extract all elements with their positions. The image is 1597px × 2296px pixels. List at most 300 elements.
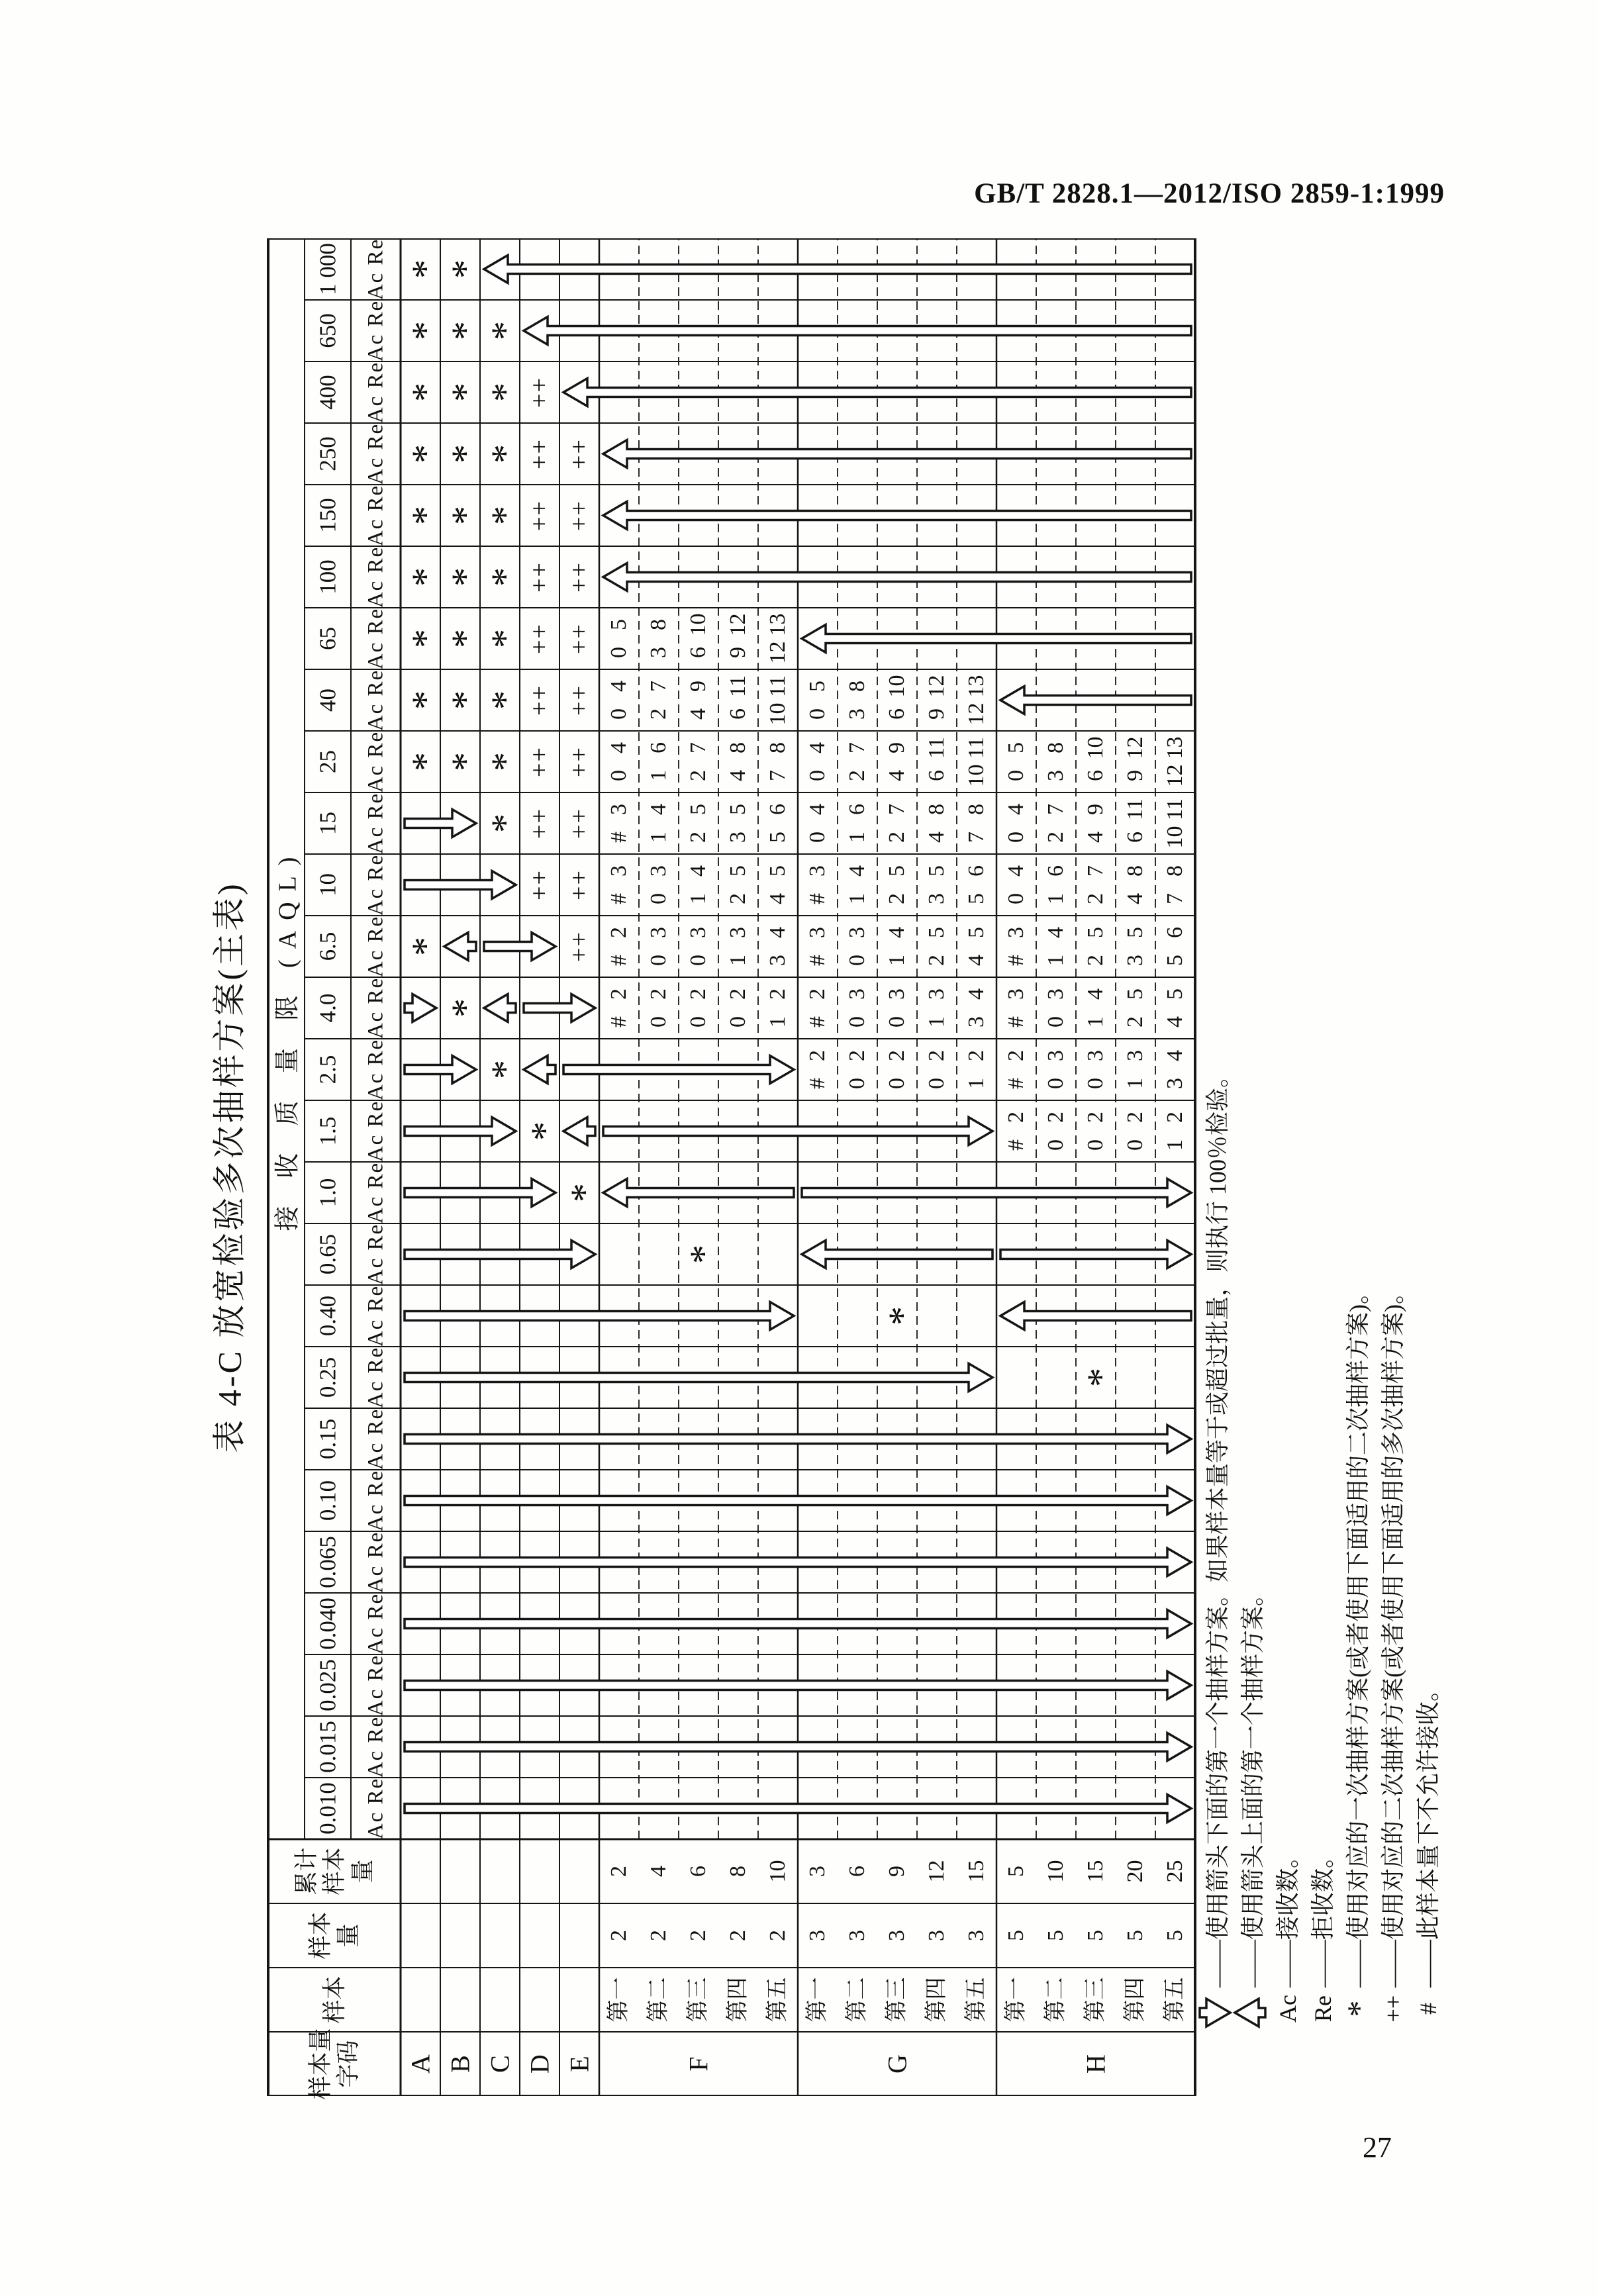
single-plan-star: * [443, 691, 487, 710]
cumulative-size-value: 6 [844, 1866, 869, 1877]
aql-value: 0.40 [315, 1295, 341, 1337]
re-number: 5 [804, 681, 830, 692]
ac-number: 0 [804, 770, 830, 781]
ac-number: 7 [1162, 893, 1187, 904]
ac-number: 3 [963, 1016, 989, 1028]
header-ac-re: Ac Re [363, 1223, 388, 1286]
up-arrow [1000, 687, 1191, 714]
ac-number: 0 [924, 1078, 949, 1089]
single-plan-star: * [483, 752, 526, 771]
ac-number: 2 [685, 770, 710, 781]
re-number: 3 [1003, 988, 1028, 1000]
ac-number: 4 [725, 770, 750, 781]
re-number: 13 [963, 675, 989, 698]
single-plan-star: * [443, 567, 487, 587]
sample-size-value: 3 [804, 1930, 830, 1941]
no-accept-hash: # [1003, 955, 1028, 966]
ac-number: 2 [884, 832, 909, 843]
re-number: 2 [963, 1050, 989, 1061]
sample-ordinal: 第五 [765, 1977, 790, 2023]
aql-value: 1.5 [315, 1116, 341, 1146]
ac-number: 10 [765, 702, 790, 726]
double-plan-plus: ++ [525, 808, 554, 839]
aql-value: 0.065 [315, 1536, 341, 1588]
standard-code-header: GB/T 2828.1—2012/ISO 2859-1:1999 [974, 178, 1445, 209]
re-number: 11 [725, 675, 750, 697]
aql-value: 2.5 [315, 1055, 341, 1084]
sample-size-value: 2 [685, 1930, 710, 1941]
ac-number: 5 [1162, 955, 1187, 966]
sample-ordinal: 第一 [1003, 1977, 1028, 2023]
aql-value: 4.0 [315, 993, 341, 1023]
single-plan-star: * [880, 1306, 924, 1325]
header-ac-re: Ac Re [363, 1284, 388, 1347]
single-plan-star: * [483, 321, 526, 340]
re-number: 2 [646, 988, 671, 1000]
header-ac-re: Ac Re [363, 1777, 388, 1840]
ac-number: 3 [1162, 1078, 1187, 1089]
single-plan-star: * [403, 260, 447, 279]
ac-number: 0 [1043, 1139, 1068, 1151]
sample-size-value: 3 [844, 1930, 869, 1941]
legend-item [1410, 1678, 1443, 2030]
no-accept-hash: # [804, 955, 830, 966]
cumulative-size-value: 12 [924, 1860, 949, 1883]
re-number: 4 [1003, 804, 1028, 815]
ac-number: 2 [685, 832, 710, 843]
re-number: 7 [844, 742, 869, 753]
double-plan-plus: ++ [565, 931, 593, 962]
ac-number: 0 [606, 647, 631, 658]
double-plan-plus: ++ [525, 685, 554, 716]
ac-number: 4 [1122, 893, 1147, 904]
ac-number: 1 [685, 893, 710, 904]
cumulative-size-value: 2 [606, 1866, 631, 1877]
re-number: 3 [1083, 1050, 1108, 1061]
legend-symbol: Re [1310, 1995, 1336, 2022]
single-plan-star: * [562, 1183, 606, 1202]
ac-number: 1 [844, 893, 869, 904]
legend-item [1234, 1582, 1268, 2030]
double-plan-plus: ++ [565, 685, 593, 716]
sample-size-value: 5 [1003, 1930, 1028, 1941]
page-number: 27 [1363, 2131, 1392, 2164]
ac-number: 4 [1162, 1016, 1187, 1028]
aql-value: 0.15 [315, 1418, 341, 1460]
single-plan-star: * [443, 998, 487, 1018]
re-number: 12 [1122, 736, 1147, 759]
down-arrow [405, 1364, 992, 1392]
down-arrow [405, 1118, 516, 1145]
code-letter: C [485, 2055, 515, 2073]
header-ac-re: Ac Re [363, 607, 388, 670]
cumulative-size-value: 6 [685, 1866, 710, 1877]
re-number: 4 [804, 742, 830, 753]
header-sample: 样本 [320, 1976, 348, 2024]
double-plan-plus: ++ [565, 869, 593, 900]
ac-number: 7 [765, 770, 790, 781]
double-plan-plus: ++ [565, 561, 593, 593]
ac-number: 1 [884, 955, 909, 966]
re-number: 3 [606, 865, 631, 877]
aql-value: 0.65 [315, 1233, 341, 1275]
single-plan-star: * [403, 506, 447, 525]
no-accept-hash: # [1003, 1016, 1028, 1028]
no-accept-hash: # [606, 1016, 631, 1028]
header-ac-re: Ac Re [363, 1469, 388, 1532]
ac-number: 0 [646, 1016, 671, 1028]
double-plan-plus: ++ [525, 377, 554, 408]
ac-number: 2 [1083, 955, 1108, 966]
ac-number: 0 [844, 955, 869, 966]
sample-ordinal: 第二 [844, 1977, 869, 2023]
sample-ordinal: 第四 [924, 1977, 949, 2023]
legend-item [1375, 1280, 1408, 2030]
re-number: 4 [844, 865, 869, 877]
double-plan-plus: ++ [565, 438, 593, 469]
up-arrow [603, 1179, 794, 1207]
cumulative-size-value: 25 [1162, 1860, 1187, 1883]
cumulative-size-value: 20 [1122, 1860, 1147, 1883]
ac-number: 12 [963, 702, 989, 726]
legend-item [1199, 1064, 1233, 2030]
re-number: 3 [1003, 927, 1028, 938]
header-ac-re: Ac Re [363, 977, 388, 1039]
ac-number: 2 [1043, 832, 1068, 843]
header-ac-re: Ac Re [363, 484, 388, 547]
re-number: 2 [1122, 1112, 1147, 1123]
double-plan-plus: ++ [525, 500, 554, 531]
re-number: 5 [1162, 988, 1187, 1000]
ac-number: 5 [765, 832, 790, 843]
sample-size-value: 5 [1043, 1930, 1068, 1941]
ac-number: 0 [1083, 1078, 1108, 1089]
single-plan-star: * [443, 444, 487, 463]
re-number: 4 [804, 804, 830, 815]
ac-number: 4 [924, 832, 949, 843]
re-number: 3 [1043, 1050, 1068, 1061]
aql-value: 100 [315, 559, 341, 595]
re-number: 3 [884, 988, 909, 1000]
re-number: 3 [606, 804, 631, 815]
header-ac-re: Ac Re [363, 238, 388, 301]
ac-number: 0 [1043, 1078, 1068, 1089]
header-ac-re: Ac Re [363, 792, 388, 855]
ac-number: 1 [844, 832, 869, 843]
re-number: 2 [1083, 1112, 1108, 1123]
ac-number: 0 [606, 770, 631, 781]
no-accept-hash: # [606, 893, 631, 904]
header-ac-re: Ac Re [363, 1592, 388, 1655]
aql-value: 0.010 [315, 1782, 341, 1835]
cumulative-size-value: 4 [646, 1866, 671, 1877]
ac-number: 0 [804, 832, 830, 843]
double-plan-plus: ++ [565, 500, 593, 531]
table-title: 表 4-C 放宽检验多次抽样方案(主表) [211, 881, 248, 1453]
re-number: 4 [765, 927, 790, 938]
ac-number: 1 [765, 1016, 790, 1028]
aql-value: 0.015 [315, 1721, 341, 1773]
re-number: 5 [765, 865, 790, 877]
re-number: 2 [685, 988, 710, 1000]
single-plan-star: * [403, 444, 447, 463]
legend-text: ——使用对应的二次抽样方案(或者使用下面适用的多次抽样方案)。 [1380, 1280, 1406, 1987]
header-sample-size-code: 样本量 字码 [307, 2028, 362, 2100]
up-arrow [603, 563, 1191, 591]
ac-number: 3 [765, 955, 790, 966]
re-number: 5 [1122, 927, 1147, 938]
legend-item [1304, 1844, 1338, 2030]
rotated-table-block [195, 238, 1467, 2100]
re-number: 4 [1083, 988, 1108, 1000]
ac-number: 0 [1003, 770, 1028, 781]
header-ac-re: Ac Re [363, 1038, 388, 1101]
up-arrow [603, 502, 1191, 530]
re-number: 5 [725, 804, 750, 815]
up-arrow [563, 1118, 595, 1145]
single-plan-star: * [443, 752, 487, 771]
sample-size-value: 2 [646, 1930, 671, 1941]
sample-ordinal: 第三 [884, 1977, 909, 2023]
header-cumulative-size: 累计 样本 量 [293, 1847, 376, 1895]
re-number: 4 [884, 927, 909, 938]
header-ac-re: Ac Re [363, 730, 388, 793]
ac-number: 4 [884, 770, 909, 781]
double-plan-plus: ++ [565, 623, 593, 654]
down-arrow [405, 1241, 595, 1268]
re-number: 8 [725, 742, 750, 753]
ac-number: 2 [646, 708, 671, 720]
sample-ordinal: 第二 [1043, 1977, 1068, 2023]
code-letter: E [564, 2056, 595, 2072]
legend-symbol: ++ [1380, 1995, 1406, 2023]
ac-number: 0 [685, 955, 710, 966]
ac-number: 3 [1122, 955, 1147, 966]
single-plan-star: * [403, 752, 447, 771]
re-number: 2 [1043, 1112, 1068, 1123]
single-plan-star: * [403, 629, 447, 648]
ac-number: 0 [884, 1078, 909, 1089]
re-number: 3 [685, 927, 710, 938]
re-number: 10 [685, 613, 710, 636]
ac-number: 2 [1122, 1016, 1147, 1028]
aql-value: 15 [315, 812, 341, 835]
re-number: 2 [804, 1050, 830, 1061]
up-arrow [444, 933, 476, 961]
re-number: 7 [884, 804, 909, 815]
header-aql-title: 接 收 质 量 限 (AQL) [273, 846, 302, 1231]
ac-number: 1 [1043, 955, 1068, 966]
ac-number: 0 [1043, 1016, 1068, 1028]
aql-value: 25 [315, 750, 341, 773]
ac-number: 4 [1083, 832, 1108, 843]
ac-number: 0 [646, 955, 671, 966]
single-plan-star: * [443, 383, 487, 402]
re-number: 4 [685, 865, 710, 877]
single-plan-star: * [443, 260, 487, 279]
ac-number: 1 [963, 1078, 989, 1089]
re-number: 5 [725, 865, 750, 877]
re-number: 2 [1003, 1050, 1028, 1061]
re-number: 6 [765, 804, 790, 815]
re-number: 2 [804, 988, 830, 1000]
re-number: 10 [1083, 736, 1108, 759]
aql-value: 0.10 [315, 1480, 341, 1521]
ac-number: 6 [1122, 832, 1147, 843]
header-ac-re: Ac Re [363, 1531, 388, 1594]
ac-number: 4 [765, 893, 790, 904]
single-plan-star: * [483, 691, 526, 710]
single-plan-star: * [443, 629, 487, 648]
ac-number: 3 [924, 893, 949, 904]
legend-item [1339, 1280, 1378, 2030]
re-number: 2 [606, 927, 631, 938]
double-plan-plus: ++ [525, 438, 554, 469]
re-number: 6 [646, 742, 671, 753]
ac-number: 6 [685, 647, 710, 658]
ac-number: 5 [963, 893, 989, 904]
header-ac-re: Ac Re [363, 1654, 388, 1717]
re-number: 7 [685, 742, 710, 753]
sample-ordinal: 第四 [1122, 1977, 1147, 2023]
cumulative-size-value: 8 [725, 1866, 750, 1877]
re-number: 4 [1043, 927, 1068, 938]
double-plan-plus: ++ [565, 808, 593, 839]
ac-number: 6 [884, 708, 909, 720]
ac-number: 0 [685, 1016, 710, 1028]
ac-number: 2 [1083, 893, 1108, 904]
re-number: 9 [685, 681, 710, 692]
header-ac-re: Ac Re [363, 669, 388, 732]
ac-number: 1 [646, 770, 671, 781]
re-number: 3 [804, 865, 830, 877]
re-number: 13 [765, 613, 790, 636]
re-number: 8 [1162, 865, 1187, 877]
ac-number: 10 [963, 764, 989, 787]
header-ac-re: Ac Re [363, 915, 388, 978]
up-arrow [524, 1056, 556, 1084]
header-ac-re: Ac Re [363, 1100, 388, 1163]
ac-number: 2 [844, 770, 869, 781]
re-number: 2 [1162, 1112, 1187, 1123]
re-number: 9 [1083, 804, 1108, 815]
single-plan-star: * [403, 383, 447, 402]
re-number: 13 [1162, 736, 1187, 759]
re-number: 8 [1043, 742, 1068, 753]
re-number: 2 [924, 1050, 949, 1061]
re-number: 6 [844, 804, 869, 815]
cumulative-size-value: 15 [963, 1860, 989, 1883]
sample-size-value: 3 [963, 1930, 989, 1941]
re-number: 7 [1043, 804, 1068, 815]
no-accept-hash: # [1003, 1139, 1028, 1151]
single-plan-star: * [403, 691, 447, 710]
re-number: 4 [1003, 865, 1028, 877]
sample-size-value: 3 [924, 1930, 949, 1941]
ac-number: 0 [844, 1078, 869, 1089]
ac-number: 0 [844, 1016, 869, 1028]
single-plan-star: * [403, 567, 447, 587]
ac-number: 12 [1162, 764, 1187, 787]
single-plan-star: * [483, 567, 526, 587]
re-number: 8 [765, 742, 790, 753]
ac-number: 0 [606, 708, 631, 720]
single-plan-star: * [522, 1122, 566, 1141]
header-ac-re: Ac Re [363, 299, 388, 362]
up-arrow [603, 440, 1191, 468]
cumulative-size-value: 10 [1043, 1860, 1068, 1883]
sample-ordinal: 第三 [685, 1977, 710, 2023]
re-number: 2 [884, 1050, 909, 1061]
single-plan-star: * [483, 506, 526, 525]
legend-text: ——使用箭头上面的第一个抽样方案。 [1239, 1582, 1266, 1987]
ac-number: 0 [1083, 1139, 1108, 1151]
ac-number: 1 [1122, 1078, 1147, 1089]
no-accept-hash: # [606, 955, 631, 966]
code-letter: A [405, 2054, 436, 2074]
legend-text: ——使用对应的一次抽样方案(或者使用下面适用的二次抽样方案)。 [1345, 1280, 1371, 1987]
no-accept-hash: # [804, 1016, 830, 1028]
ac-number: 0 [804, 708, 830, 720]
ac-number: 1 [646, 832, 671, 843]
re-number: 4 [606, 681, 631, 692]
single-plan-star: * [681, 1245, 725, 1264]
ac-number: 3 [646, 647, 671, 658]
aql-value: 10 [315, 873, 341, 896]
re-number: 4 [646, 804, 671, 815]
legend-text: ——此样本量下不允许接收。 [1415, 1677, 1441, 1987]
re-number: 11 [1122, 798, 1147, 820]
re-number: 5 [924, 865, 949, 877]
re-number: 2 [606, 988, 631, 1000]
up-arrow [802, 1241, 992, 1268]
sample-ordinal: 第一 [606, 1977, 631, 2023]
ac-number: 1 [1043, 893, 1068, 904]
ac-number: 2 [924, 955, 949, 966]
ac-number: 0 [646, 893, 671, 904]
aql-value: 0.040 [315, 1598, 341, 1650]
code-letter: D [524, 2054, 555, 2074]
ac-number: 6 [924, 770, 949, 781]
header-ac-re: Ac Re [363, 361, 388, 424]
re-number: 3 [646, 865, 671, 877]
aql-value: 400 [315, 375, 341, 410]
cumulative-size-value: 15 [1083, 1860, 1108, 1883]
double-plan-plus: ++ [565, 746, 593, 777]
cumulative-size-value: 10 [765, 1860, 790, 1883]
re-number: 3 [1043, 988, 1068, 1000]
aql-value: 250 [315, 436, 341, 471]
re-number: 2 [1003, 1112, 1028, 1123]
header-ac-re: Ac Re [363, 1715, 388, 1778]
up-arrow [1000, 1302, 1191, 1330]
ac-number: 10 [1162, 826, 1187, 849]
single-plan-star: * [443, 506, 487, 525]
aql-value: 65 [315, 627, 341, 650]
ac-number: 7 [963, 832, 989, 843]
ac-number: 1 [924, 1016, 949, 1028]
single-plan-star: * [1079, 1368, 1122, 1387]
legend-text: ——拒收数。 [1310, 1844, 1336, 1987]
re-number: 5 [606, 619, 631, 630]
ac-number: 0 [1003, 893, 1028, 904]
sample-size-value: 5 [1122, 1930, 1147, 1941]
legend-symbol: * [1340, 2000, 1377, 2017]
up-arrow-icon [1239, 1987, 1267, 2030]
header-ac-re: Ac Re [363, 1408, 388, 1470]
re-number: 3 [646, 927, 671, 938]
sample-size-value: 2 [765, 1930, 790, 1941]
